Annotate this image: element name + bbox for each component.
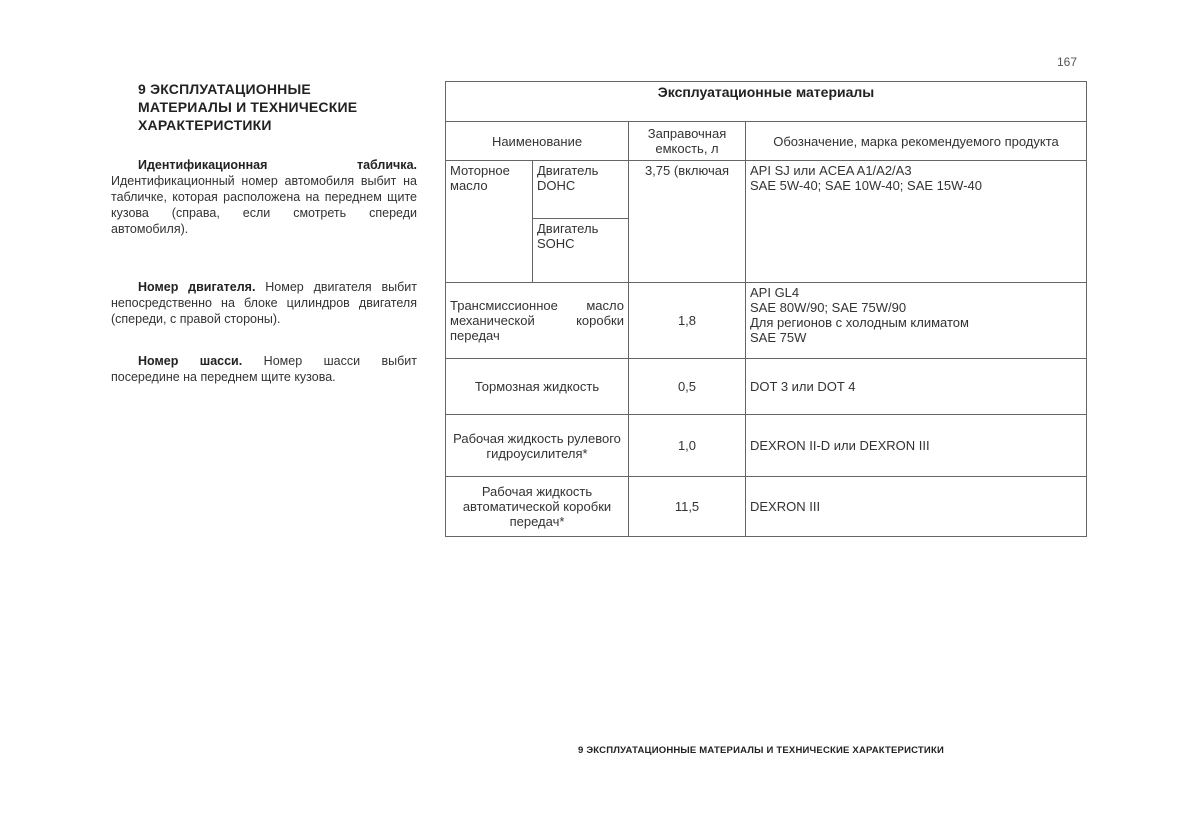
brake-fluid-designation: DOT 3 или DOT 4 [746,359,1087,415]
chassis-number-paragraph [111,353,417,385]
table-row [446,283,1087,359]
id-plate-paragraph [111,157,417,237]
chassis-number-lead: Номер шасси. [138,354,243,368]
materials-table-wrapper [445,81,1086,537]
auto-transmission-designation: DEXRON III [746,477,1087,537]
table-row [446,477,1087,537]
brake-fluid-name: Тормозная жидкость [446,359,629,415]
engine-oil-sohc: Двигатель SOHC [533,219,629,283]
power-steering-designation: DEXRON II-D или DEXRON III [746,415,1087,477]
header-designation: Обозначение, марка рекомендуемого продукта [746,122,1087,161]
page-number: 167 [1057,55,1078,69]
chassis-number-text: Номер шасси выбит посередине на переднем щите кузова. [111,354,417,384]
transmission-oil-designation-line-4: SAE 75W [750,330,807,345]
materials-table [445,81,1087,537]
power-steering-name: Рабочая жидкость рулевого гидроусилителя* [446,415,629,477]
auto-transmission-name: Рабочая жидкость автоматической коробки передач* [446,477,629,537]
section-title [138,80,417,134]
table-row [446,359,1087,415]
table-caption: Эксплуатационные материалы [446,82,1087,122]
transmission-oil-designation [746,283,1087,359]
engine-oil-capacity: 3,75 (включая [629,161,746,283]
transmission-oil-name: Трансмиссионное масло механической коробки передач [446,283,629,359]
header-capacity: Заправочная емкость, л [629,122,746,161]
table-row [446,161,1087,219]
transmission-oil-designation-line-2: SAE 80W/90; SAE 75W/90 [750,300,907,315]
section-title-line-1: 9 ЭКСПЛУАТАЦИОННЫЕ [138,81,311,97]
table-header-row [446,122,1087,161]
transmission-oil-designation-line-3: Для регионов с холодным климатом [750,315,969,330]
section-title-line-3: ХАРАКТЕРИСТИКИ [138,117,272,133]
header-name: Наименование [446,122,629,161]
brake-fluid-capacity: 0,5 [629,359,746,415]
id-plate-text: Идентификационный номер автомобиля выбит на табличке, которая расположена на переднем щите кузова (справа, если смотреть спереди автомобиля). [111,174,417,236]
id-plate-lead: Идентификационная табличка. [138,158,417,172]
table-caption-row [446,82,1087,122]
engine-oil-designation-line-2: SAE 5W-40; SAE 10W-40; SAE 15W-40 [750,178,982,193]
left-text-column [111,80,417,385]
engine-number-text: Номер двигателя выбит непосредственно на блоке цилиндров двигателя (спереди, с правой стороны). [111,280,417,326]
engine-oil-designation [746,161,1087,283]
engine-oil-name: Моторное масло [446,161,533,283]
engine-oil-designation-line-1: API SJ или ACEA A1/A2/A3 [750,163,912,178]
table-row [446,415,1087,477]
section-title-line-2: МАТЕРИАЛЫ И ТЕХНИЧЕСКИЕ [138,99,358,115]
engine-number-paragraph [111,279,417,327]
transmission-oil-capacity: 1,8 [629,283,746,359]
transmission-oil-designation-line-1: API GL4 [750,285,800,300]
power-steering-capacity: 1,0 [629,415,746,477]
running-footer: 9 ЭКСПЛУАТАЦИОННЫЕ МАТЕРИАЛЫ И ТЕХНИЧЕСКИЕ ХАРАКТЕРИСТИКИ [578,745,944,756]
engine-oil-dohc: Двигатель DOHC [533,161,629,219]
auto-transmission-capacity: 11,5 [629,477,746,537]
engine-number-lead: Номер двигателя. [138,280,256,294]
